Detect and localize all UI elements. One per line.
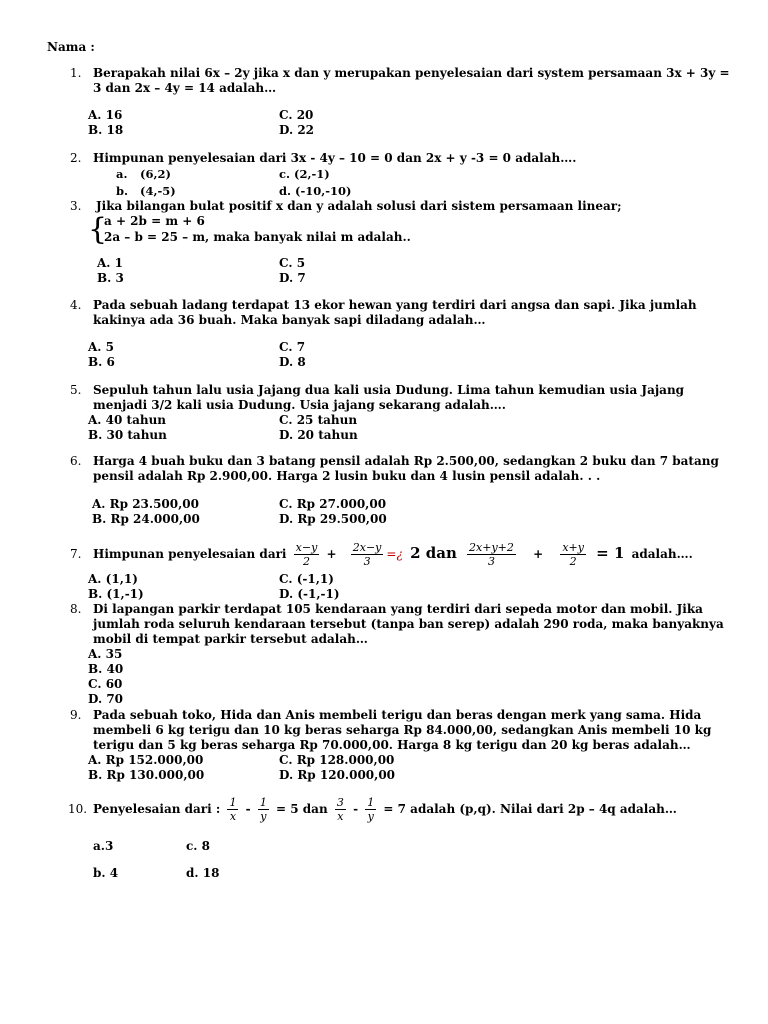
minus-sign: -	[245, 802, 251, 816]
question-10-option-c: c. 8	[186, 839, 211, 853]
question-7-option-d: D. (-1,-1)	[279, 587, 340, 601]
question-1-number: 1.	[70, 66, 82, 80]
equation-brace-icon: {	[88, 212, 108, 247]
question-8-option-c: C. 60	[88, 677, 123, 691]
question-6-option-a: A. Rp 23.500,00	[92, 497, 200, 511]
question-9-option-c: C. Rp 128.000,00	[279, 753, 395, 767]
question-10-option-b: b. 4	[93, 866, 119, 880]
question-10-option-d: d. 18	[186, 866, 220, 880]
fraction-denominator: x	[337, 810, 344, 823]
question-5-option-c: C. 25 tahun	[279, 413, 358, 427]
name-label: Nama :	[47, 40, 95, 54]
question-7-option-c: C. (-1,1)	[279, 572, 334, 586]
question-5-option-b: B. 30 tahun	[88, 428, 167, 442]
question-5-text-line-1: Sepuluh tahun lalu usia Jajang dua kali usia Dudung. Lima tahun kemudian usia Jajang	[93, 383, 685, 397]
fraction-denominator: 3	[363, 555, 371, 568]
question-3-option-d: D. 7	[279, 271, 306, 285]
fraction-denominator: 2	[302, 555, 310, 568]
question-3-option-c: C. 5	[279, 256, 306, 270]
question-9-option-d: D. Rp 120.000,00	[279, 768, 396, 782]
question-10-eq1: = 5 dan	[276, 802, 328, 816]
question-10-option-a: a.3	[93, 839, 114, 853]
question-6-option-c: C. Rp 27.000,00	[279, 497, 387, 511]
question-2-option-a-letter: a.	[116, 167, 128, 181]
question-8-option-d: D. 70	[88, 692, 124, 706]
question-1-option-a: A. 16	[88, 108, 123, 122]
question-7-fraction-2	[351, 541, 384, 568]
fraction-denominator: x	[229, 810, 237, 823]
fraction-denominator: y	[367, 810, 374, 823]
question-2-option-c: c. (2,-1)	[279, 167, 330, 181]
question-9-text-line-1: Pada sebuah toko, Hida dan Anis membeli terigu dan beras dengan merk yang sama. Hida	[93, 708, 702, 722]
question-8-text-line-1: Di lapangan parkir terdapat 105 kendaraan yang terdiri dari sepeda motor dan mobil. Jika	[93, 602, 703, 616]
question-6-option-b: B. Rp 24.000,00	[92, 512, 200, 526]
minus-sign: -	[353, 802, 359, 816]
question-2-text-line-1: Himpunan penyelesaian dari 3x - 4y – 10 = 0 dan 2x + y -3 = 0 adalah….	[93, 151, 577, 165]
question-9-number: 9.	[70, 708, 82, 722]
question-5-text-line-2: menjadi 3/2 kali usia Dudung. Usia jajang sekarang adalah….	[93, 398, 506, 412]
question-4-option-b: B. 6	[88, 355, 115, 369]
question-1-option-b: B. 18	[88, 123, 124, 137]
question-2-option-d: d. (-10,-10)	[279, 184, 352, 198]
question-8-option-a: A. 35	[88, 647, 123, 661]
question-7-number: 7.	[70, 547, 82, 561]
question-10-suffix: = 7 adalah (p,q). Nilai dari 2p – 4q adalah…	[383, 802, 677, 816]
question-7-fraction-1	[294, 541, 320, 568]
question-4-option-c: C. 7	[279, 340, 306, 354]
question-4-option-a: A. 5	[88, 340, 115, 354]
question-7-option-a: A. (1,1)	[88, 572, 138, 586]
question-9-text-line-3: terigu dan 5 kg beras seharga Rp 70.000,00. Harga 8 kg terigu dan 20 kg beras adalah…	[93, 738, 691, 752]
question-3-equation-2: 2a – b = 25 – m, maka banyak nilai m adalah..	[104, 230, 411, 244]
fraction-numerator: 3	[336, 796, 344, 809]
question-1-option-c: C. 20	[279, 108, 314, 122]
question-4-text-line-1: Pada sebuah ladang terdapat 13 ekor hewan yang terdiri dari angsa dan sapi. Jika jumlah	[93, 298, 697, 312]
question-8-text-line-2: jumlah roda seluruh kendaraan tersebut (tanpa ban serep) adalah 290 roda, maka banyaknya	[93, 617, 724, 631]
question-2-number: 2.	[70, 151, 82, 165]
question-2-option-a: (6,2)	[140, 167, 171, 181]
question-9-text-line-2: membeli 6 kg terigu dan 10 kg beras seharga Rp 84.000,00, sedangkan Anis membeli 10 kg	[93, 723, 712, 737]
question-7-option-b: B. (1,-1)	[88, 587, 144, 601]
fraction-denominator: 3	[487, 555, 495, 568]
question-6-text-line-1: Harga 4 buah buku dan 3 batang pensil adalah Rp 2.500,00, sedangkan 2 buku dan 7 batang	[93, 454, 719, 468]
question-7-text	[93, 538, 693, 569]
question-6-number: 6.	[70, 454, 82, 468]
fraction-numerator: 2x−y	[352, 541, 382, 554]
plus-sign: +	[533, 547, 544, 561]
question-4-number: 4.	[70, 298, 82, 312]
question-7-fraction-3	[467, 541, 516, 568]
question-4-text-line-2: kakinya ada 36 buah. Maka banyak sapi diladang adalah…	[93, 313, 486, 327]
question-7-rhs: = 1	[596, 544, 625, 562]
question-3-option-a: A. 1	[97, 256, 124, 270]
question-3-option-b: B. 3	[97, 271, 124, 285]
question-6-option-d: D. Rp 29.500,00	[279, 512, 387, 526]
plus-sign: +	[326, 547, 337, 561]
question-7-fraction-4	[560, 541, 586, 568]
question-8-text-line-3: mobil di tempat parkir tersebut adalah…	[93, 632, 368, 646]
question-9-option-b: B. Rp 130.000,00	[88, 768, 205, 782]
question-3-number: 3.	[70, 199, 82, 213]
fraction-numerator: 2x+y+2	[469, 541, 514, 554]
question-10-fraction-4	[365, 796, 376, 823]
question-10-fraction-1	[227, 796, 238, 823]
question-1-text-line-1: Berapakah nilai 6x – 2y jika x dan y merupakan penyelesaian dari system persamaan 3x + 3y =	[93, 66, 730, 80]
fraction-denominator: y	[260, 810, 267, 823]
question-1-option-d: D. 22	[279, 123, 315, 137]
question-2-option-b: (4,-5)	[140, 184, 176, 198]
question-7-mid: 2 dan	[410, 544, 457, 562]
question-6-text-line-2: pensil adalah Rp 2.900,00. Harga 2 lusin buku dan 4 lusin pensil adalah. . .	[93, 469, 601, 483]
question-1-text-line-2: 3 dan 2x – 4y = 14 adalah…	[93, 81, 277, 95]
fraction-numerator: x+y	[562, 541, 584, 554]
question-2-option-b-letter: b.	[116, 184, 129, 198]
question-3-text-line-1: Jika bilangan bulat positif x dan y adalah solusi dari sistem persamaan linear;	[96, 199, 622, 213]
question-7-prefix: Himpunan penyelesaian dari	[93, 547, 287, 561]
fraction-numerator: 1	[229, 796, 237, 809]
equals-mark: =¿	[386, 547, 403, 561]
question-7-suffix: adalah….	[631, 547, 693, 561]
fraction-numerator: x−y	[295, 541, 318, 554]
question-10-number: 10.	[68, 802, 88, 816]
question-5-number: 5.	[70, 383, 82, 397]
question-3-equation-1: a + 2b = m + 6	[104, 214, 205, 228]
fraction-numerator: 1	[367, 796, 375, 809]
question-8-option-b: B. 40	[88, 662, 124, 676]
question-10-fraction-3	[335, 796, 346, 823]
question-4-option-d: D. 8	[279, 355, 306, 369]
question-10-fraction-2	[258, 796, 269, 823]
fraction-denominator: 2	[569, 555, 577, 568]
question-10-text	[93, 794, 677, 824]
question-8-number: 8.	[70, 602, 82, 616]
question-5-option-d: D. 20 tahun	[279, 428, 358, 442]
fraction-numerator: 1	[259, 796, 267, 809]
question-9-option-a: A. Rp 152.000,00	[88, 753, 204, 767]
question-5-option-a: A. 40 tahun	[88, 413, 167, 427]
question-10-prefix: Penyelesaian dari :	[93, 802, 221, 816]
